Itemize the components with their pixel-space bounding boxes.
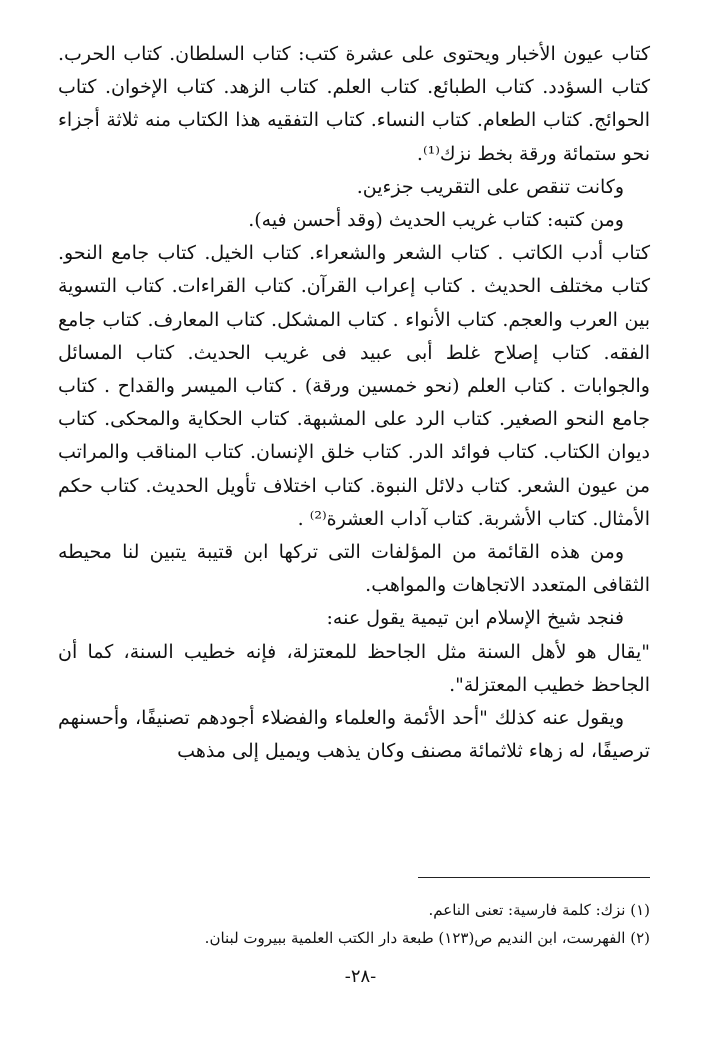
paragraph-book-list: كتاب أدب الكاتب . كتاب الشعر والشعراء. كتاب الخيل. كتاب جامع النحو. كتاب مختلف الحديث . كتاب إعراب القرآن. كتاب القراءات. كتاب التسوية بين العرب والعجم. كتاب الأنواء . كتاب المشكل. كتاب المعارف. كتاب جامع الفقه. كتاب إصلاح غلط أبى عبيد فى غريب الحديث. كتاب المسائل والجوابات . كتاب العلم (نحو خمسين ورقة) . كتاب الميسر والقداح . كتاب جامع النحو الصغير. كتاب الرد على المشبهة. كتاب الحكاية والمحكى. كتاب ديوان الكتاب. كتاب فوائد الدر. كتاب خلق الإنسان. كتاب المناقب والمراتب من عيون الشعر. كتاب دلائل النبوة. كتاب اختلاف تأويل الحديث. كتاب حكم الأمثال. كتاب الأشربة. كتاب آداب العشرة⁽²⁾ . bbox=[58, 242, 650, 530]
footnote-2: (٢) الفهرست، ابن النديم ص(١٢٣) طبعة دار الكتب العلمية ببيروت لبنان. bbox=[204, 929, 650, 947]
paragraph-cultural-environment: ومن هذه القائمة من المؤلفات التى تركها ابن قتيبة يتبين لنا محيطه الثقافى المتعدد الاتجاهات والمواهب. bbox=[58, 541, 650, 597]
paragraph-ibn-taymiyya-quote: "يقال هو لأهل السنة مثل الجاحظ للمعتزلة، فإنه خطيب السنة، كما أن الجاحظ خطيب المعتزلة". bbox=[58, 640, 650, 696]
paragraph-missing-parts: وكانت تنقص على التقريب جزءين. bbox=[356, 175, 624, 198]
main-text bbox=[58, 38, 650, 768]
paragraph-uyun-al-akhbar: كتاب عيون الأخبار ويحتوى على عشرة كتب: كتاب السلطان. كتاب الحرب. كتاب السؤدد. كتاب الطبائع. كتاب العلم. كتاب الزهد. كتاب الإخوان. كتاب الحوائج. كتاب الطعام. كتاب النساء. كتاب التفقيه هذا الكتاب منه ثلاثة أجزاء نحو ستمائة ورقة بخط نزك⁽¹⁾. bbox=[58, 43, 650, 165]
footnote-1: (١) نزك: كلمة فارسية: تعنى الناعم. bbox=[428, 901, 650, 919]
footnote-separator bbox=[418, 877, 650, 878]
page-number: -٢٨- bbox=[344, 966, 377, 987]
paragraph-gharib-al-hadith: ومن كتبه: كتاب غريب الحديث (وقد أحسن فيه). bbox=[248, 209, 624, 232]
paragraph-ibn-taymiyya-intro: فنجد شيخ الإسلام ابن تيمية يقول عنه: bbox=[326, 607, 624, 630]
paragraph-praise: ويقول عنه كذلك "أحد الأئمة والعلماء والفضلاء أجودهم تصنيفًا، وأحسنهم ترصيفًا، له زهاء ثلاثمائة مصنف وكان يذهب ويميل إلى مذهب bbox=[58, 707, 650, 763]
footnotes bbox=[58, 896, 650, 952]
